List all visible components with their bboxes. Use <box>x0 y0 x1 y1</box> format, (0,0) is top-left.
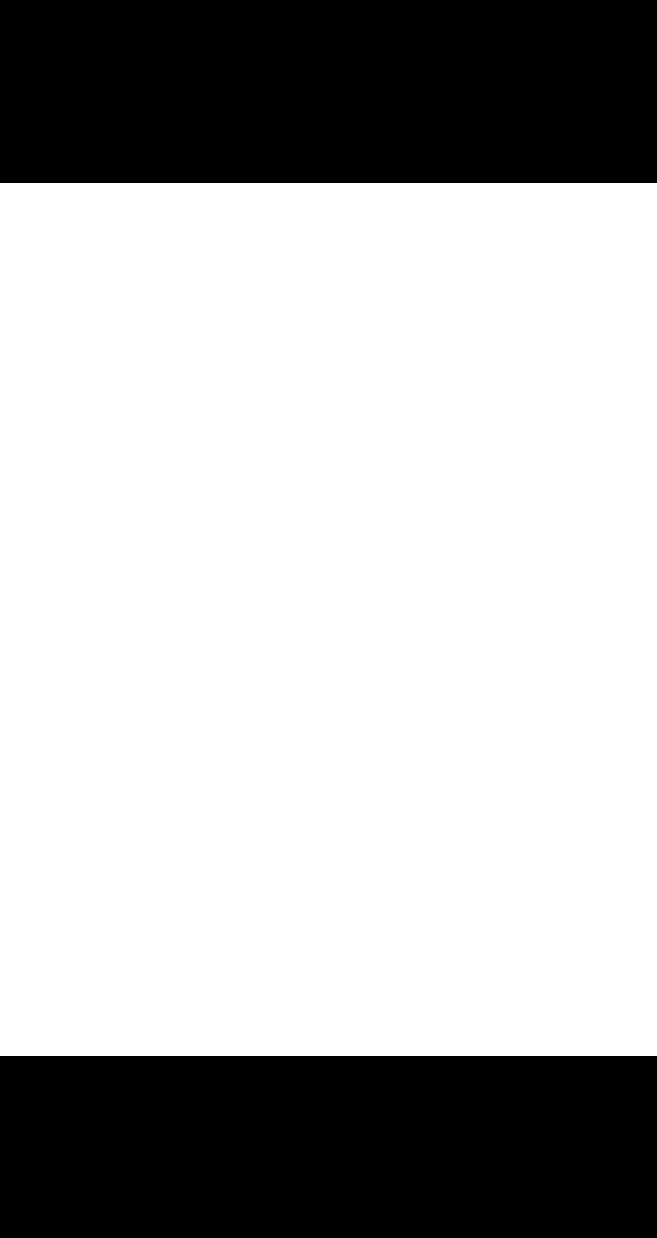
column-ruler <box>62 215 637 227</box>
charset-sheet <box>0 183 657 1056</box>
